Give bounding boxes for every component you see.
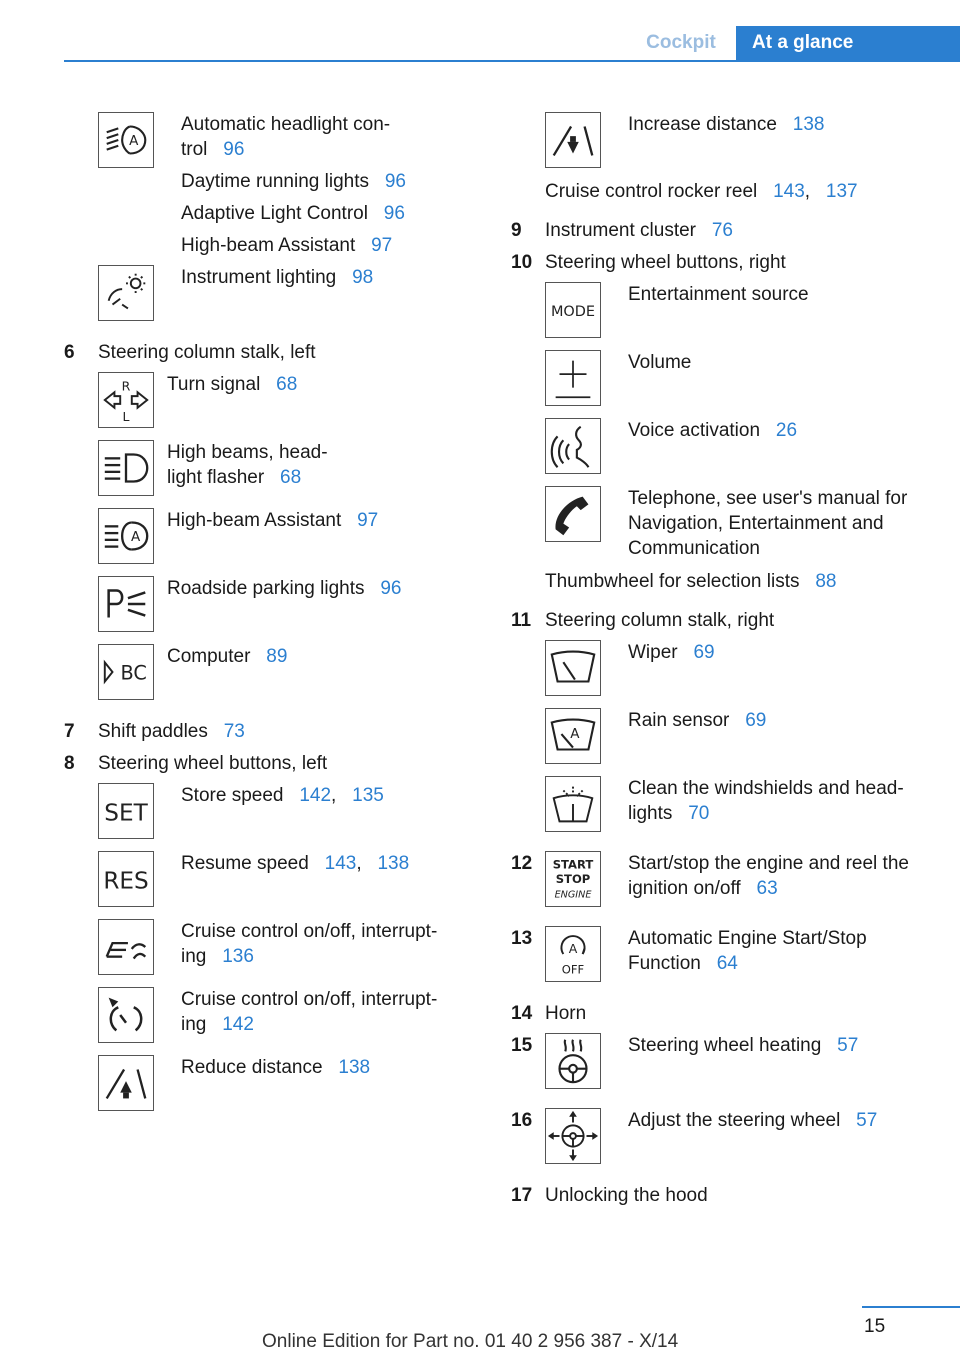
item-number: 14: [511, 1003, 533, 1024]
page-ref[interactable]: 135: [352, 785, 384, 806]
res-button-icon: [98, 851, 154, 907]
wiper-item: Wiper 69: [628, 642, 715, 663]
start-stop-label: Start/stop the engine and reel the: [628, 853, 909, 874]
page-ref[interactable]: 69: [693, 642, 715, 663]
icon-label-start: START: [552, 857, 594, 872]
header-section: Cockpit: [646, 32, 716, 53]
automatic-headlight-label: Automatic headlight con-: [181, 114, 391, 135]
icon-label-set: SET: [104, 800, 148, 827]
page-ref[interactable]: 89: [266, 646, 288, 667]
footer-rule: [862, 1306, 960, 1308]
icon-label-a: A: [131, 528, 141, 545]
page-ref[interactable]: 57: [837, 1035, 859, 1056]
turn-signal-item: Turn signal 68: [167, 374, 298, 395]
adaptive-light-control-item: Adaptive Light Control 96: [181, 203, 405, 224]
item-number: 8: [64, 753, 75, 774]
page-ref[interactable]: 69: [745, 710, 767, 731]
section-title: Steering column stalk, left: [98, 342, 316, 363]
adjust-steering-wheel-icon: [545, 1108, 601, 1164]
steering-wheel-heating-item: Steering wheel heating 57: [628, 1035, 859, 1056]
computer-icon: [98, 644, 154, 700]
icon-label-off: OFF: [561, 962, 585, 977]
icon-label-r: R: [121, 378, 131, 394]
icon-label-res: RES: [103, 868, 149, 895]
page-ref[interactable]: 137: [825, 181, 858, 202]
page-ref[interactable]: 96: [223, 139, 245, 160]
telephone-label: Navigation, Entertainment and: [628, 513, 884, 534]
cruise-control-item: ing 136: [181, 946, 254, 967]
computer-item: Computer 89: [167, 646, 288, 667]
clean-windshields-label: Clean the windshields and head-: [628, 778, 904, 799]
set-button-icon: [98, 783, 154, 839]
page-ref[interactable]: 96: [380, 578, 402, 599]
washer-icon: [545, 776, 601, 832]
page-ref[interactable]: 68: [276, 374, 298, 395]
high-beams-item: light flasher 68: [167, 467, 302, 488]
icon-label-a: A: [129, 132, 139, 149]
steering-wheel-heating-icon: [545, 1033, 601, 1089]
auto-start-stop-label: Automatic Engine Start/Stop: [628, 928, 867, 949]
parking-lights-icon: [98, 576, 154, 632]
increase-distance-icon: [545, 112, 601, 168]
page-ref[interactable]: 96: [383, 203, 405, 224]
high-beams-label: High beams, head-: [167, 442, 328, 463]
page-ref[interactable]: 96: [384, 171, 406, 192]
telephone-icon: [545, 486, 601, 542]
cruise-control-item: ing 142: [181, 1014, 254, 1035]
page-ref[interactable]: 70: [688, 803, 710, 824]
high-beam-icon: [98, 440, 154, 496]
page-number: 15: [864, 1316, 886, 1337]
item-number: 10: [511, 252, 533, 273]
item-number: 9: [511, 220, 522, 241]
icon-label-engine: ENGINE: [554, 889, 592, 901]
item-number: 15: [511, 1035, 533, 1056]
item-number: 11: [511, 610, 532, 631]
icon-label-mode: MODE: [550, 303, 596, 320]
item-number: 13: [511, 928, 533, 949]
icon-label-l: L: [122, 409, 130, 425]
icon-label-stop: STOP: [555, 871, 591, 886]
automatic-headlight-icon: [98, 112, 154, 168]
page-ref[interactable]: 73: [223, 721, 245, 742]
page-ref[interactable]: 98: [352, 267, 374, 288]
instrument-lighting-item: Instrument lighting 98: [181, 267, 374, 288]
adjust-steering-wheel-item: Adjust the steering wheel 57: [628, 1110, 878, 1131]
page-ref[interactable]: 143: [324, 853, 357, 874]
start-stop-button-icon: [545, 851, 601, 907]
item-number: 12: [511, 853, 533, 874]
header-chapter: At a glance: [736, 26, 960, 62]
rain-sensor-item: Rain sensor 69: [628, 710, 767, 731]
page-ref[interactable]: 142: [299, 785, 332, 806]
thumbwheel-item: Thumbwheel for selection lists 88: [545, 571, 837, 592]
turn-signal-icon: [98, 372, 154, 428]
page-ref[interactable]: 136: [222, 946, 254, 967]
volume-plus-icon: [545, 350, 601, 406]
clean-windshields-item: lights 70: [628, 803, 710, 824]
auto-start-stop-icon: [545, 926, 601, 982]
item-number: 6: [64, 342, 75, 363]
telephone-label: Communication: [628, 538, 760, 559]
section-title: Steering column stalk, right: [545, 610, 775, 631]
page-ref[interactable]: 68: [280, 467, 302, 488]
page-ref[interactable]: 142: [222, 1014, 254, 1035]
page-ref[interactable]: 63: [756, 878, 778, 899]
unlocking-hood-item: Unlocking the hood: [545, 1185, 708, 1206]
auto-start-stop-item: Function 64: [628, 953, 738, 974]
page-ref[interactable]: 64: [716, 953, 738, 974]
resume-speed-item: Resume speed 143, 138: [181, 853, 410, 874]
high-beam-assistant-item: High-beam Assistant 97: [181, 235, 393, 256]
rocker-reel-item: Cruise control rocker reel 143, 137: [545, 181, 858, 202]
cruise-control-speedometer-icon: [98, 987, 154, 1043]
cruise-control-label: Cruise control on/off, interrupt-: [181, 989, 438, 1010]
section-title: Steering wheel buttons, left: [98, 753, 328, 774]
page-ref[interactable]: 138: [377, 853, 410, 874]
increase-distance-item: Increase distance 138: [628, 114, 825, 135]
reduce-distance-item: Reduce distance 138: [181, 1057, 371, 1078]
voice-activation-icon: [545, 418, 601, 474]
shift-paddles-item: Shift paddles 73: [98, 721, 245, 742]
daytime-running-lights-item: Daytime running lights 96: [181, 171, 406, 192]
telephone-label: Telephone, see user's manual for: [628, 488, 908, 509]
roadside-parking-lights-item: Roadside parking lights 96: [167, 578, 402, 599]
page-ref[interactable]: 97: [371, 235, 393, 256]
store-speed-item: Store speed 142, 135: [181, 785, 384, 806]
high-beam-assistant-icon: [98, 508, 154, 564]
instrument-lighting-icon: [98, 265, 154, 321]
volume-item: Volume: [628, 352, 692, 373]
footer-edition: Online Edition for Part no. 01 40 2 956 387 - X/14: [262, 1331, 679, 1352]
page-ref[interactable]: 88: [815, 571, 837, 592]
high-beam-assistant-item: High-beam Assistant 97: [167, 510, 379, 531]
icon-label-a: A: [568, 941, 578, 957]
icon-label-bc: BC: [120, 661, 147, 685]
start-stop-item: ignition on/off 63: [628, 878, 778, 899]
wiper-icon: [545, 640, 601, 696]
entertainment-source-item: Entertainment source: [628, 284, 809, 305]
icon-label-a: A: [570, 725, 580, 742]
page-ref[interactable]: 26: [775, 420, 798, 441]
cruise-control-label: Cruise control on/off, interrupt-: [181, 921, 438, 942]
header-rule: [64, 60, 960, 62]
page-ref[interactable]: 76: [711, 220, 733, 241]
mode-button-icon: [545, 282, 601, 338]
item-number: 16: [511, 1110, 533, 1131]
rain-sensor-icon: [545, 708, 601, 764]
page-ref[interactable]: 138: [792, 114, 825, 135]
section-title: Steering wheel buttons, right: [545, 252, 786, 273]
reduce-distance-icon: [98, 1055, 154, 1111]
instrument-cluster-item: Instrument cluster 76: [545, 220, 733, 241]
page-ref[interactable]: 97: [357, 510, 379, 531]
page-ref[interactable]: 138: [338, 1057, 371, 1078]
horn-item: Horn: [545, 1003, 587, 1024]
page-ref[interactable]: 57: [856, 1110, 878, 1131]
cruise-control-icon: [98, 919, 154, 975]
voice-activation-item: Voice activation 26: [628, 420, 798, 441]
item-number: 17: [511, 1185, 533, 1206]
page-ref[interactable]: 143: [773, 181, 805, 202]
automatic-headlight-item: trol 96: [181, 139, 245, 160]
item-number: 7: [64, 721, 75, 742]
